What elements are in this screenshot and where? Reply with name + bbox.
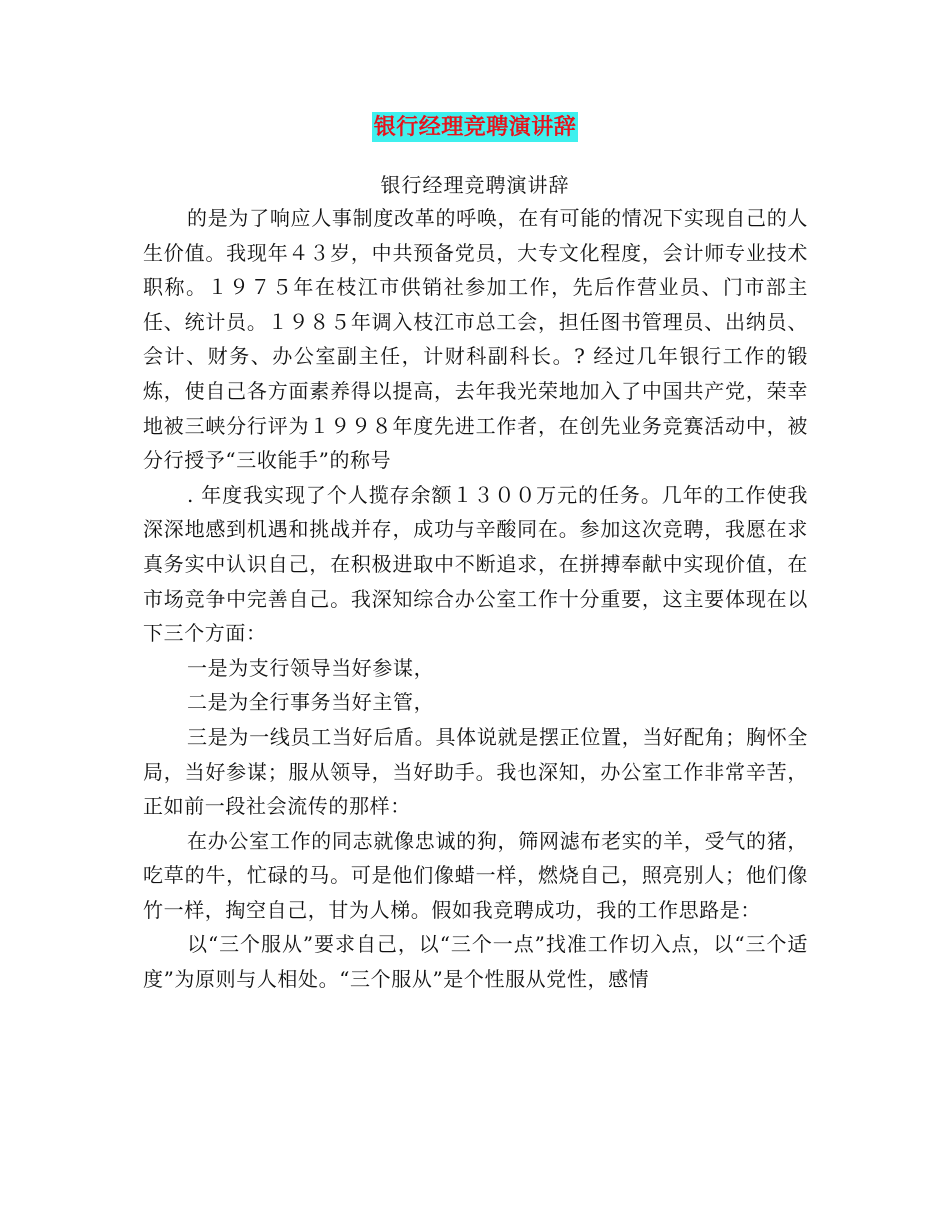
- document-title: 银行经理竞聘演讲辞: [373, 114, 577, 140]
- title-block: [0, 112, 950, 142]
- document-body: [143, 201, 808, 997]
- paragraph: 以“三个服从”要求自己，以“三个一点”找准工作切入点，以“三个适度”为原则与人相处。“三个服从”是个性服从党性，感情: [143, 932, 808, 992]
- paragraph: 二是为全行事务当好主管，: [187, 690, 435, 715]
- paragraph: 一是为支行领导当好参谋，: [187, 655, 435, 680]
- paragraph: 三是为一线员工当好后盾。具体说就是摆正位置，当好配角；胸怀全局，当好参谋；服从领导，当好助手。我也深知，办公室工作非常辛苦，正如前一段社会流传的那样：: [143, 724, 808, 819]
- document-subtitle: 银行经理竞聘演讲辞: [380, 173, 570, 197]
- paragraph: 在办公室工作的同志就像忠诚的狗，筛网滤布老实的羊，受气的猪，吃草的牛，忙碌的马。可是他们像蜡一样，燃烧自己，照亮别人；他们像竹一样，掏空自己，甘为人梯。假如我竞聘成功，我的工作思路是：: [143, 828, 808, 922]
- paragraph: 的是为了响应人事制度改革的呼唤，在有可能的情况下实现自己的人生价值。我现年４３岁，中共预备党员，大专文化程度，会计师专业技术职称。１９７５年在枝江市供销社参加工作，先后作营业员、门市部主任、统计员。１９８５年调入枝江市总工会，担任图书管理员、出纳员、会计、财务、办公室副主任，计财科副科长。? 经过几年银行工作的锻炼，使自己各方面素养得以提高，去年我光荣地加入了中国共产党，荣幸地被三峡分行评为１９９８年度先进工作者，在创先业务竞赛活动中，被分行授予“三收能手”的称号: [143, 206, 808, 473]
- paragraph: . 年度我实现了个人揽存余额１３００万元的任务。几年的工作使我深深地感到机遇和挑战并存，成功与辛酸同在。参加这次竞聘，我愿在求真务实中认识自己，在积极进取中不断追求，在拼搏奉献中实现价值，在市场竞争中完善自己。我深知综合办公室工作十分重要，这主要体现在以下三个方面：: [143, 482, 808, 646]
